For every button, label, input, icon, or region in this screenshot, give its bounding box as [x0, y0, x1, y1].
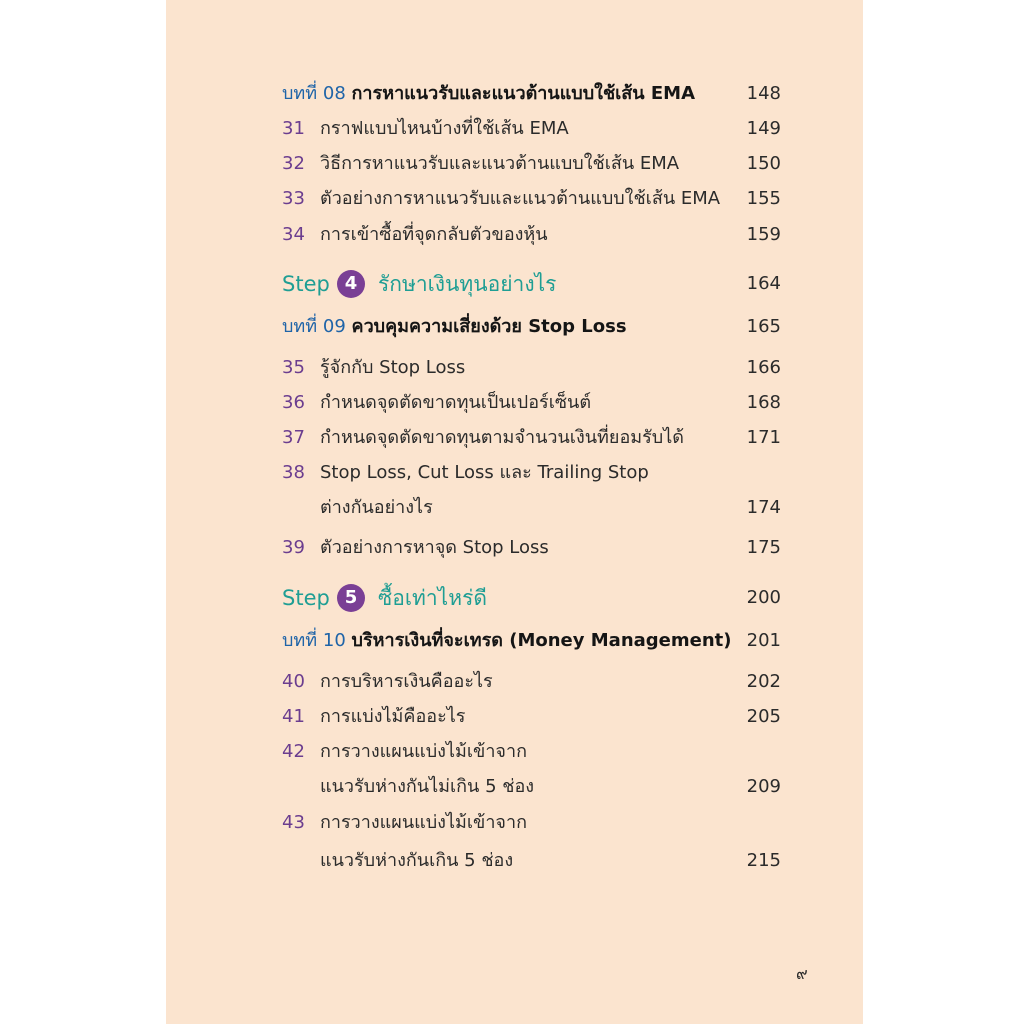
- chapter-title: ควบคุมความเสี่ยงด้วย Stop Loss: [351, 316, 627, 337]
- page-number: 202: [746, 671, 781, 692]
- toc-entry-continuation: [166, 844, 863, 878]
- entry-number: 35: [282, 357, 305, 378]
- entry-title: Stop Loss, Cut Loss และ Trailing Stop: [320, 462, 649, 483]
- entry-title: กำหนดจุดตัดขาดทุนตามจำนวนเงินที่ยอมรับได้: [320, 427, 684, 448]
- chapter-title: บริหารเงินที่จะเทรด (Money Management): [351, 630, 732, 651]
- toc-entry: [166, 147, 863, 181]
- step-number-badge: 5: [337, 584, 365, 612]
- entry-title: ตัวอย่างการหาจุด Stop Loss: [320, 537, 549, 558]
- entry-number: 37: [282, 427, 305, 448]
- page-number: 155: [746, 188, 781, 209]
- page-number: 168: [746, 392, 781, 413]
- step-title: รักษาเงินทุนอย่างไร: [378, 272, 557, 296]
- page-number: 165: [746, 316, 781, 337]
- step-heading: [166, 581, 863, 615]
- entry-title: การบริหารเงินคืออะไร: [320, 671, 493, 692]
- entry-number: 39: [282, 537, 305, 558]
- chapter-number: บทที่ 08: [282, 83, 346, 104]
- toc-entry: [166, 386, 863, 420]
- toc-entry: [166, 531, 863, 565]
- step-title: ซื้อเท่าไหร่ดี: [378, 586, 487, 610]
- entry-number: 36: [282, 392, 305, 413]
- page-number: 159: [746, 224, 781, 245]
- page-number: 166: [746, 357, 781, 378]
- toc-entry-continuation: [166, 770, 863, 804]
- entry-title: วิธีการหาแนวรับและแนวต้านแบบใช้เส้น EMA: [320, 153, 680, 174]
- toc-entry: [166, 351, 863, 385]
- page-number: 175: [746, 537, 781, 558]
- chapter-heading: [166, 77, 863, 111]
- page-number: 209: [746, 776, 781, 797]
- entry-title: กราฟแบบไหนบ้างที่ใช้เส้น EMA: [320, 118, 569, 139]
- chapter-heading: [166, 624, 863, 658]
- chapter-number: บทที่ 09: [282, 316, 346, 337]
- page-folio: ๙: [796, 964, 808, 983]
- entry-number: 43: [282, 812, 305, 833]
- entry-number: 38: [282, 462, 305, 483]
- chapter-heading: [166, 310, 863, 344]
- page-number: 149: [746, 118, 781, 139]
- page-number: 174: [746, 497, 781, 518]
- entry-number: 33: [282, 188, 305, 209]
- entry-title: รู้จักกับ Stop Loss: [320, 357, 466, 378]
- toc-entry-continuation: [166, 491, 863, 525]
- page-number: 164: [746, 273, 781, 294]
- toc-entry: [166, 218, 863, 252]
- page-number: 205: [746, 706, 781, 727]
- step-label: Step: [282, 586, 330, 610]
- page-number: 201: [746, 630, 781, 651]
- entry-number: 41: [282, 706, 305, 727]
- book-page: [166, 0, 863, 1024]
- entry-title-continued: แนวรับห่างกันไม่เกิน 5 ช่อง: [320, 776, 535, 797]
- step-heading: [166, 267, 863, 301]
- entry-title-continued: ต่างกันอย่างไร: [320, 497, 433, 518]
- page-number: 171: [746, 427, 781, 448]
- toc-entry: [166, 182, 863, 216]
- entry-title: การวางแผนแบ่งไม้เข้าจาก: [320, 812, 527, 833]
- chapter-title: การหาแนวรับและแนวต้านแบบใช้เส้น EMA: [351, 83, 696, 104]
- toc-entry: [166, 421, 863, 455]
- page-number: 215: [746, 850, 781, 871]
- step-number-badge: 4: [337, 270, 365, 298]
- toc-entry: [166, 806, 863, 840]
- toc-entry: [166, 735, 863, 769]
- chapter-number: บทที่ 10: [282, 630, 346, 651]
- entry-title: ตัวอย่างการหาแนวรับและแนวต้านแบบใช้เส้น EMA: [320, 188, 721, 209]
- toc-entry: [166, 665, 863, 699]
- entry-title: การเข้าซื้อที่จุดกลับตัวของหุ้น: [320, 224, 548, 245]
- entry-title: การแบ่งไม้คืออะไร: [320, 706, 466, 727]
- entry-number: 40: [282, 671, 305, 692]
- entry-number: 31: [282, 118, 305, 139]
- page-number: 150: [746, 153, 781, 174]
- entry-number: 32: [282, 153, 305, 174]
- page-number: 148: [746, 83, 781, 104]
- entry-title: การวางแผนแบ่งไม้เข้าจาก: [320, 741, 527, 762]
- step-label: Step: [282, 272, 330, 296]
- toc-entry: [166, 700, 863, 734]
- toc-entry: [166, 112, 863, 146]
- entry-title: กำหนดจุดตัดขาดทุนเป็นเปอร์เซ็นต์: [320, 392, 592, 413]
- entry-number: 42: [282, 741, 305, 762]
- page-number: 200: [746, 587, 781, 608]
- entry-title-continued: แนวรับห่างกันเกิน 5 ช่อง: [320, 850, 514, 871]
- toc-entry: [166, 456, 863, 490]
- entry-number: 34: [282, 224, 305, 245]
